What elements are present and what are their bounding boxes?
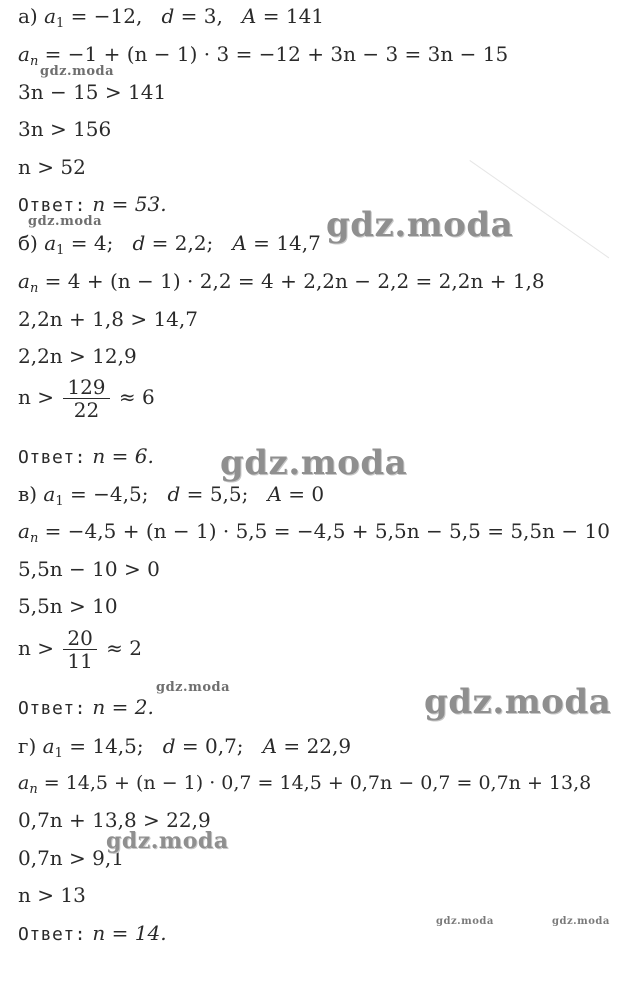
- watermark-logo: gdz.moda: [106, 828, 229, 854]
- part-a-answer: Ответ: n = 53.: [18, 192, 167, 216]
- watermark-logo: gdz.moda: [40, 64, 115, 79]
- part-v-answer: Ответ: n = 2.: [18, 695, 154, 719]
- part-v-inequality-2: 5,5n > 10: [18, 594, 118, 618]
- watermark-logo: gdz.moda: [436, 916, 494, 927]
- part-b-inequality-2: 2,2n > 12,9: [18, 344, 137, 368]
- watermark-logo: gdz.moda: [156, 680, 231, 695]
- part-a-formula: $a_n = -1 + (n - 1) \cdot 3 = -12 + 3n - 3 = 3n - 15$: [18, 42, 509, 69]
- part-g-answer: Ответ: n = 14.: [18, 921, 167, 945]
- part-b-given: б) $a_1 = 4$; d = 2,2; A = 14,7: [18, 231, 321, 258]
- watermark-logo: gdz.moda: [326, 205, 514, 245]
- part-a-inequality-2: 3n > 156: [18, 117, 112, 141]
- part-a-given: а) $a_1 = -12$, d = 3, A = 141: [18, 4, 325, 31]
- watermark-logo: gdz.moda: [220, 443, 408, 483]
- part-v-formula: $a_n = -4,5 + (n - 1) \cdot 5,5 = -4,5 + 5,5n - 5,5 = 5,5n - 10$: [18, 519, 610, 546]
- part-b-formula: $a_n = 4 + (n - 1) \cdot 2,2 = 4 + 2,2n - 2,2 = 2,2n + 1,8$: [18, 269, 545, 296]
- part-a-inequality-1: 3n − 15 > 141: [18, 80, 167, 104]
- part-b-fraction-inequality: n > $\frac{129}{22}$ ≈ 6: [18, 375, 155, 422]
- part-g-inequality-3: n > 13: [18, 883, 86, 907]
- part-g-inequality-2: 0,7n > 9,1: [18, 846, 124, 870]
- part-g-formula: $a_n = 14,5 + (n - 1) \cdot 0,7 = 14,5 + 0,7n - 0,7 = 0,7n + 13,8$: [18, 772, 592, 797]
- part-v-inequality-1: 5,5n − 10 > 0: [18, 557, 160, 581]
- part-v-fraction-inequality: n > $\frac{20}{11}$ ≈ 2: [18, 626, 143, 673]
- fraction: $\frac{20}{11}$: [63, 627, 96, 672]
- watermark-logo: gdz.moda: [28, 214, 103, 229]
- part-b-inequality-1: 2,2n + 1,8 > 14,7: [18, 307, 198, 331]
- part-g-given: г) $a_1 = 14,5$; d = 0,7; A = 22,9: [18, 734, 352, 761]
- part-g-inequality-1: 0,7n + 13,8 > 22,9: [18, 808, 211, 832]
- watermark-logo: gdz.moda: [424, 682, 612, 722]
- part-v-given: в) $a_1 = -4,5$; d = 5,5; A = 0: [18, 482, 325, 509]
- watermark-logo: gdz.moda: [552, 916, 610, 927]
- fraction: $\frac{129}{22}$: [63, 376, 109, 421]
- part-a-inequality-3: n > 52: [18, 155, 86, 179]
- part-b-answer: Ответ: n = 6.: [18, 444, 154, 468]
